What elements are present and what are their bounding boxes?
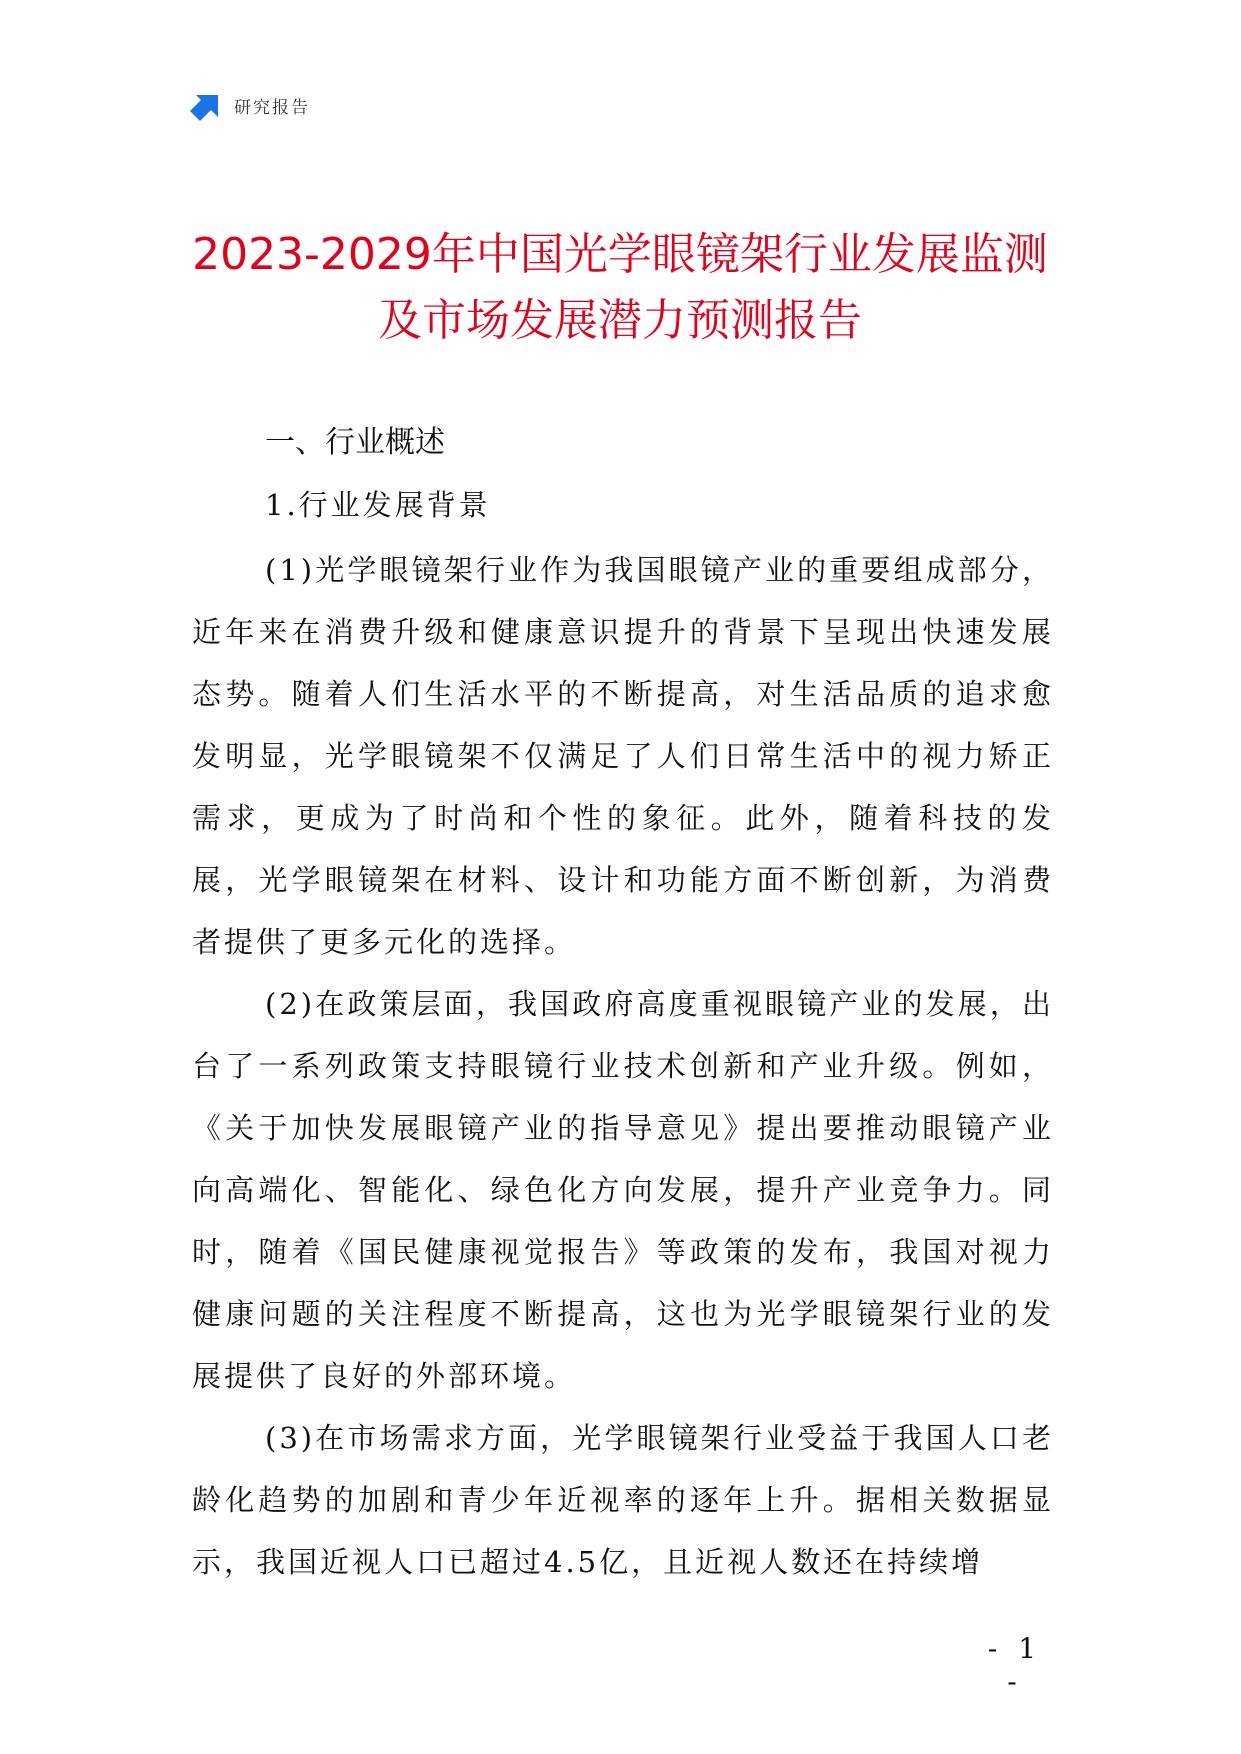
title-line-1: 2023-2029年中国光学眼镜架行业发展监测 bbox=[192, 229, 1048, 280]
document-body bbox=[192, 415, 1054, 1593]
paragraph-3: (3)在市场需求方面，光学眼镜架行业受益于我国人口老龄化趋势的加剧和青少年近视率的逐年上升。据相关数据显示，我国近视人口已超过4.5亿，且近视人数还在持续增 bbox=[192, 1421, 1054, 1579]
header-label: 研究报告 bbox=[234, 97, 310, 118]
subsection-heading: 1.行业发展背景 bbox=[265, 488, 491, 522]
page-number: - 1 - bbox=[987, 1632, 1043, 1698]
document-title bbox=[150, 222, 1090, 354]
section-heading: 一、行业概述 bbox=[265, 425, 445, 460]
arrow-up-right-icon bbox=[190, 89, 222, 121]
title-line-2: 及市场发展潜力预测报告 bbox=[378, 295, 862, 346]
paragraph-2: (2)在政策层面，我国政府高度重视眼镜产业的发展，出台了一系列政策支持眼镜行业技术创新和产业升级。例如，《关于加快发展眼镜产业的指导意见》提出要推动眼镜产业向高端化、智能化、绿色化方向发展，提升产业竞争力。同时，随着《国民健康视觉报告》等政策的发布，我国对视力健康问题的关注程度不断提高，这也为光学眼镜架行业的发展提供了良好的外部环境。 bbox=[192, 987, 1054, 1393]
page-header bbox=[190, 88, 310, 122]
paragraph-1: (1)光学眼镜架行业作为我国眼镜产业的重要组成部分，近年来在消费升级和健康意识提升的背景下呈现出快速发展态势。随着人们生活水平的不断提高，对生活品质的追求愈发明显，光学眼镜架不仅满足了人们日常生活中的视力矫正需求，更成为了时尚和个性的象征。此外，随着科技的发展，光学眼镜架在材料、设计和功能方面不断创新，为消费者提供了更多元化的选择。 bbox=[192, 553, 1054, 959]
